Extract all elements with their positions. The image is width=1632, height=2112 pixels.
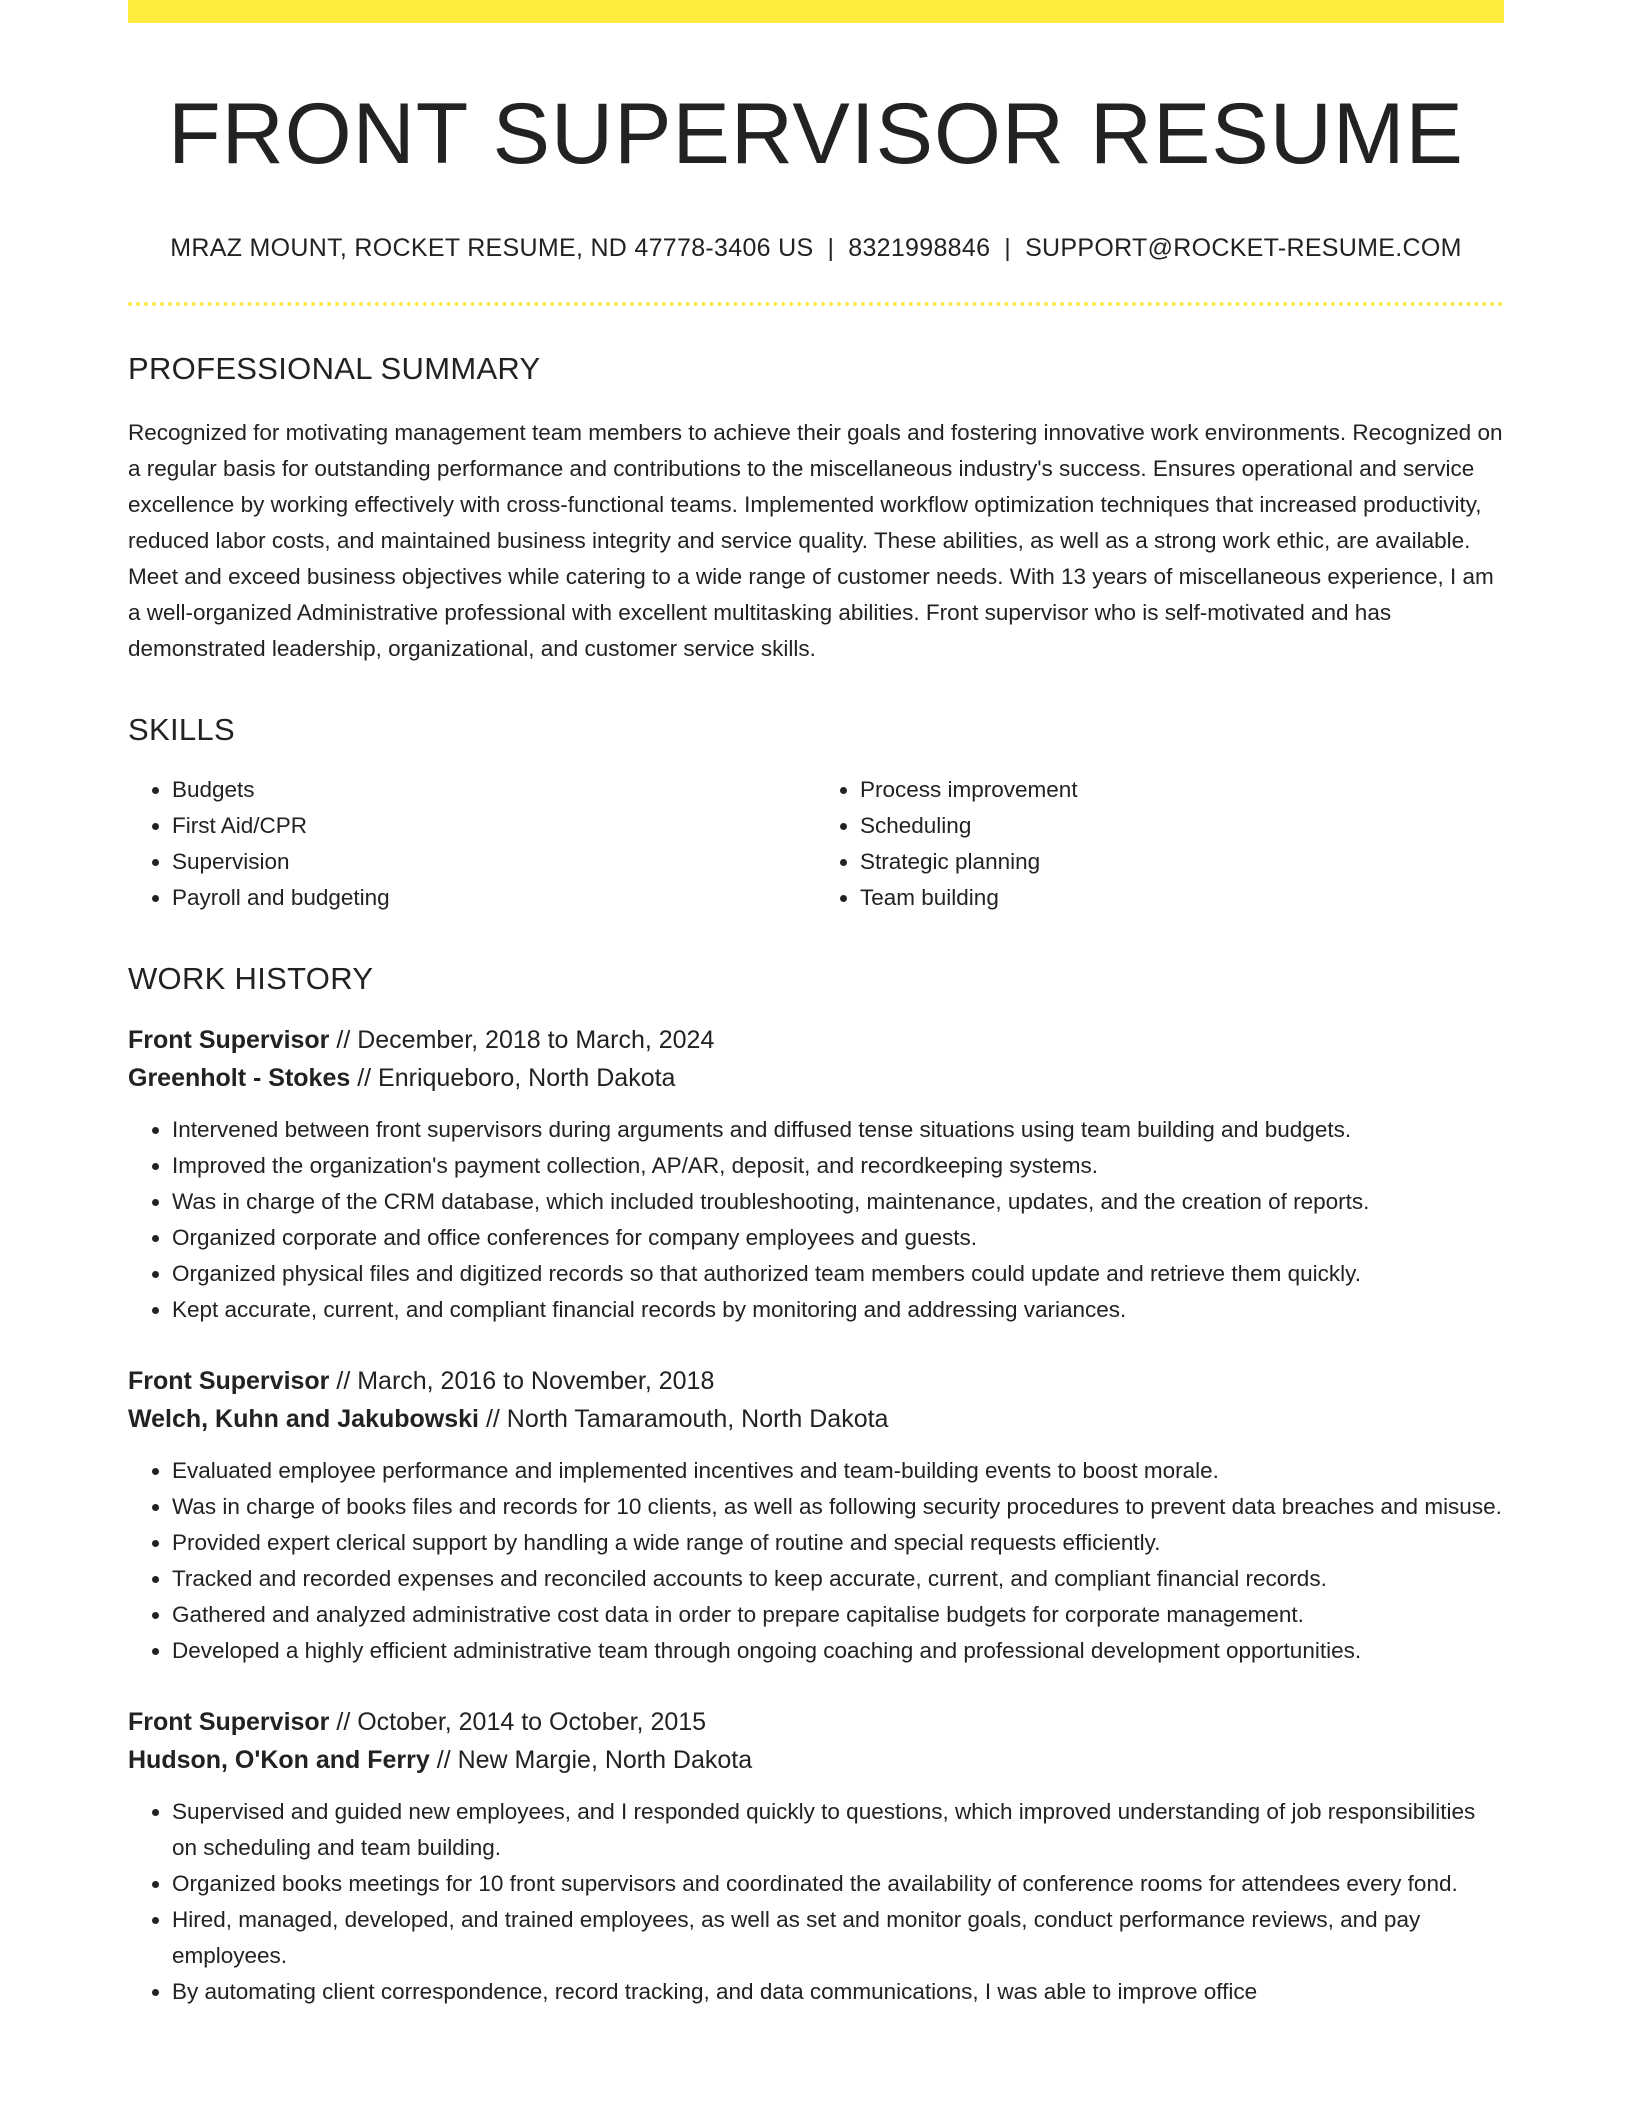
job-company: Greenholt - Stokes [128,1063,351,1092]
job-title-line [128,1021,1504,1059]
job-entry [128,1362,1504,1669]
job-entry [128,1703,1504,2010]
job-company-line [128,1059,1504,1097]
job-bullets [128,1794,1504,2010]
skill-item: • Supervision [172,844,816,880]
skill-item: • Process improvement [860,772,1504,808]
resume-title: FRONT SUPERVISOR RESUME [168,86,1464,182]
job-location: // Enriqueboro, North Dakota [357,1063,676,1092]
job-bullet: • Organized books meetings for 10 front supervisors and coordinated the availability of conference rooms for attendees every fond. [172,1866,1504,1902]
contact-email: SUPPORT@ROCKET-RESUME.COM [1025,233,1462,262]
skills-heading: SKILLS [128,711,235,747]
skills-section [128,711,1504,916]
job-title-line [128,1362,1504,1400]
job-dates: // December, 2018 to March, 2024 [336,1025,715,1054]
work-history-section [128,960,1504,2010]
contact-phone: 8321998846 [848,233,991,262]
job-bullets [128,1112,1504,1328]
contact-separator: | [1004,233,1012,262]
job-company-line [128,1741,1504,1779]
job-dates: // October, 2014 to October, 2015 [336,1707,707,1736]
summary-heading: PROFESSIONAL SUMMARY [128,351,541,387]
skill-item: • Strategic planning [860,844,1504,880]
job-bullet: • Provided expert clerical support by handling a wide range of routine and special requests efficiently. [172,1525,1504,1561]
top-accent-bar [128,0,1504,23]
work-history-heading: WORK HISTORY [128,960,374,996]
job-entry [128,1021,1504,1328]
job-location: // New Margie, North Dakota [436,1745,753,1774]
contact-separator: | [827,233,835,262]
contact-address: MRAZ MOUNT, ROCKET RESUME, ND 47778-3406 US [170,233,814,262]
job-company: Hudson, O'Kon and Ferry [128,1745,430,1774]
contact-line [128,232,1504,265]
skills-list-right [816,772,1504,916]
skills-columns [128,772,1504,916]
job-bullet: • Tracked and recorded expenses and reconciled accounts to keep accurate, current, and compliant financial records. [172,1561,1504,1597]
job-bullet: • Was in charge of books files and records for 10 clients, as well as following security procedures to prevent data breaches and misuse. [172,1489,1504,1525]
job-location: // North Tamaramouth, North Dakota [485,1404,889,1433]
job-bullet: • Organized physical files and digitized records so that authorized team members could update and retrieve them quickly. [172,1256,1504,1292]
job-company: Welch, Kuhn and Jakubowski [128,1404,479,1433]
job-bullet: • Was in charge of the CRM database, which included troubleshooting, maintenance, updates, and the creation of reports. [172,1184,1504,1220]
job-bullet: • Evaluated employee performance and implemented incentives and team-building events to boost morale. [172,1453,1504,1489]
dotted-divider [128,302,1504,306]
job-title: Front Supervisor [128,1707,330,1736]
job-bullet: • Improved the organization's payment collection, AP/AR, deposit, and recordkeeping systems. [172,1148,1504,1184]
resume-page [128,0,1504,2010]
job-dates: // March, 2016 to November, 2018 [336,1366,715,1395]
skill-item: • Scheduling [860,808,1504,844]
job-bullet: • Intervened between front supervisors during arguments and diffused tense situations using team building and budgets. [172,1112,1504,1148]
job-bullet: • Organized corporate and office conferences for company employees and guests. [172,1220,1504,1256]
job-bullet: • Kept accurate, current, and compliant financial records by monitoring and addressing variances. [172,1292,1504,1328]
job-bullet: • By automating client correspondence, record tracking, and data communications, I was able to improve office [172,1974,1504,2010]
job-bullet: • Gathered and analyzed administrative cost data in order to prepare capitalise budgets for corporate management. [172,1597,1504,1633]
job-title: Front Supervisor [128,1366,330,1395]
skill-item: • First Aid/CPR [172,808,816,844]
skill-item: • Payroll and budgeting [172,880,816,916]
job-company-line [128,1400,1504,1438]
summary-section [128,350,1504,666]
job-title-line [128,1703,1504,1741]
skill-item: • Budgets [172,772,816,808]
job-bullet: • Supervised and guided new employees, and I responded quickly to questions, which improved understanding of job responsibilities on scheduling and team building. [172,1794,1504,1866]
job-bullet: • Developed a highly efficient administrative team through ongoing coaching and professional development opportunities. [172,1633,1504,1669]
job-bullets [128,1453,1504,1669]
skills-list-left [128,772,816,916]
job-title: Front Supervisor [128,1025,330,1054]
job-bullet: • Hired, managed, developed, and trained employees, as well as set and monitor goals, conduct performance reviews, and pay employees. [172,1902,1504,1974]
summary-text: Recognized for motivating management team members to achieve their goals and fostering innovative work environments. Recognized on a regular basis for outstanding performance and contributions to the miscellaneous industry's success. Ensures operational and service excellence by working effectively with cross-functional teams. Implemented workflow optimization techniques that increased productivity, reduced labor costs, and maintained business integrity and service quality. These abilities, as well as a strong work ethic, are available. Meet and exceed business objectives while catering to a wide range of customer needs. With 13 years of miscellaneous experience, I am a well-organized Administrative professional with excellent multitasking abilities. Front supervisor who is self-motivated and has demonstrated leadership, organizational, and customer service skills. [128,419,1503,661]
skill-item: • Team building [860,880,1504,916]
